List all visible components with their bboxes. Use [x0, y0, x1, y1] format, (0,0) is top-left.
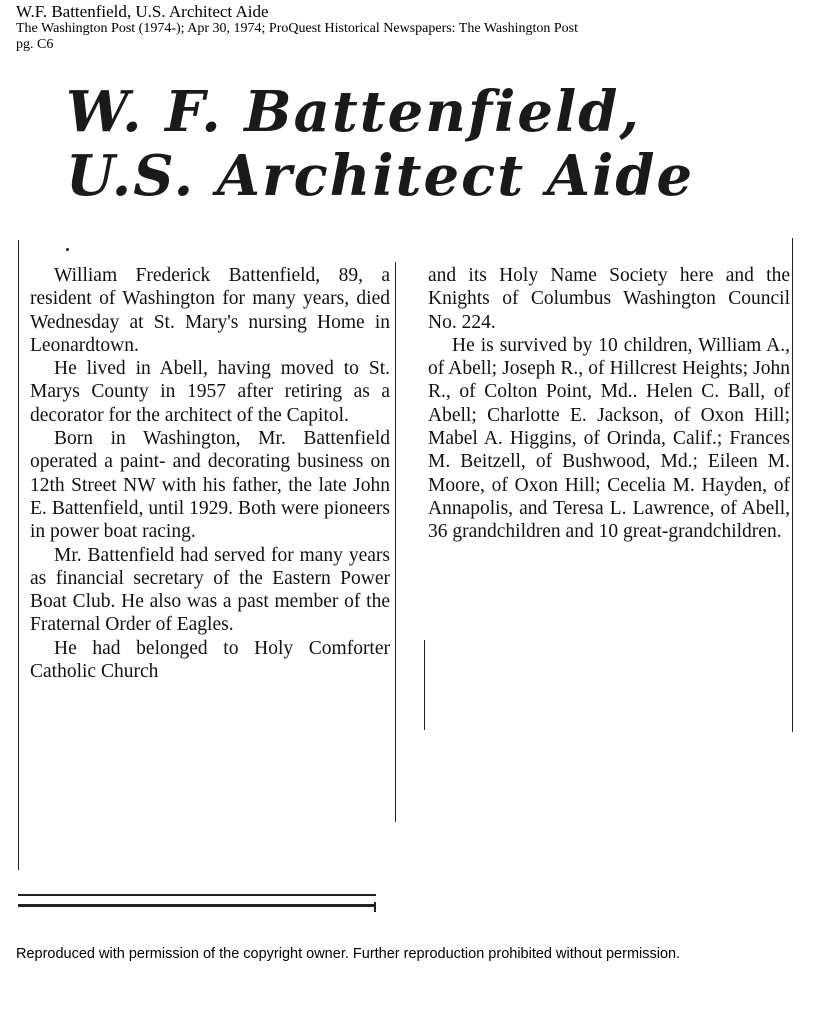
end-rule-tick [374, 902, 376, 912]
paragraph: Mr. Battenfield had served for many years as financial secretary of the Eastern Power Boat Club. He also was a past member of the Fraternal Order of Eagles. [30, 544, 390, 636]
article-headline [66, 80, 766, 208]
paragraph: and its Holy Name Society here and the Knights of Columbus Washington Council No. 224. [428, 265, 790, 333]
paragraph: He lived in Abell, having moved to St. Marys County in 1957 after retiring as a decorator for the architect of the Capitol. [30, 358, 390, 426]
headline-line-1: W. F. Battenfield, [66, 79, 641, 145]
copyright-footer: Reproduced with permission of the copyright owner. Further reproduction prohibited without permission. [16, 946, 681, 962]
end-rule-top [18, 894, 376, 896]
paragraph: William Frederick Battenfield, 89, a resident of Washington for many years, died Wednesday at St. Mary's nursing Home in Leonardtown. [30, 265, 390, 356]
column-divider-rule [395, 262, 396, 822]
paragraph: Born in Washington, Mr. Battenfield operated a paint- and decorating business on 12th Street NW with his father, the late John E. Battenfield, until 1929. Both were pioneers in power boat racing. [30, 428, 390, 543]
end-rule-bottom [18, 904, 376, 907]
citation-source: The Washington Post (1974-); Apr 30, 1974; ProQuest Historical Newspapers: The Washington Post [16, 21, 578, 36]
right-column-rule [792, 238, 793, 732]
citation-page: pg. C6 [16, 37, 54, 52]
headline-line-2: U.S. Architect Aide [66, 143, 695, 209]
article-column-2 [428, 264, 790, 544]
column-divider-rule-2 [424, 640, 425, 730]
citation-title: W.F. Battenfield, U.S. Architect Aide [16, 2, 269, 21]
article-column-1 [30, 264, 390, 683]
paragraph: He is survived by 10 children, William A., of Abell; Joseph R., of Hillcrest Heights; John R., of Colton Point, Md.. Helen C. Ball, of Abell; Charlotte E. Jackson, of Oxon Hill; Mabel A. Higgins, of Orinda, Calif.; Frances M. Beitzell, of Bushwood, Md.; Eileen M. Moore, of Oxon Hill; Cecelia M. Hayden, of Annapolis, and Teresa L. Lawrence, of Abell, 36 grandchildren and 10 great-grandchildren. [428, 334, 790, 543]
print-speck [66, 248, 69, 251]
paragraph: He had belonged to Holy Comforter Catholic Church [30, 637, 390, 683]
left-column-rule [18, 240, 19, 870]
citation-header [16, 2, 578, 53]
